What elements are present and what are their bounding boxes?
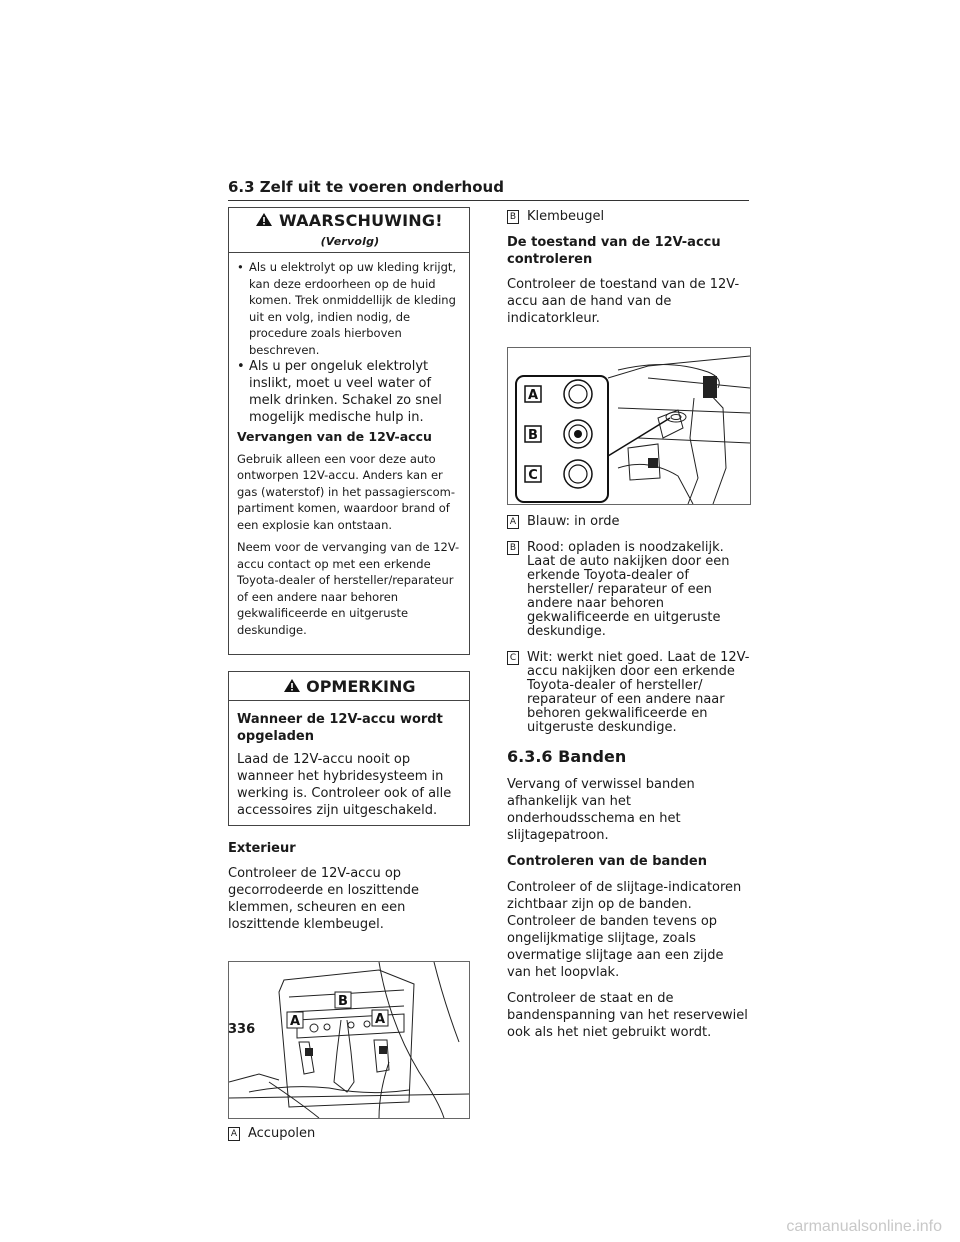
warning-icon [255, 211, 279, 230]
legend-key: A [228, 1127, 240, 1141]
indicator-legend-item [507, 651, 751, 735]
legend-text: Wit: werkt niet goed. Laat de 12V-accu nakijken door een erkende Toyota-dealer of hersteller/ reparateur of een andere naar behoren gekwalificeerde en uitgeruste deskundige. [527, 650, 750, 735]
tires-subheading: Controleren van de banden [507, 854, 707, 869]
figure-callout: A [374, 1012, 386, 1027]
indicator-illustration [508, 348, 750, 504]
indicator-label: C [528, 468, 538, 483]
notice-icon [283, 677, 307, 696]
figure-callout: B [338, 994, 348, 1009]
tires-text: Controleer of de slijtage-indicatoren zichtbaar zijn op de banden. Controleer de banden tevens op ongelijkmatige slijtage, zoals overmatige slijtage aan een zijde van het loopvlak. [507, 880, 742, 980]
warning-header [229, 208, 469, 253]
figure-callout: A [289, 1014, 301, 1029]
legend-key: A [507, 515, 519, 529]
legend-item [228, 1127, 470, 1141]
page-number: 336 [228, 1022, 256, 1037]
exterior-text: Controleer de 12V-accu op gecorrodeerde en loszittende klemmen, scheuren en een loszittende klembeugel. [228, 866, 420, 932]
legend-text: Blauw: in orde [527, 514, 620, 529]
legend-text: Klembeugel [527, 209, 605, 224]
warning-subheading: Vervangen van de 12V-accu [237, 429, 432, 444]
indicator-figure [507, 347, 751, 505]
warning-bullet: • Als u per ongeluk elektrolyt inslikt, moet u veel water of melk drinken. Schakel zo snel mogelijk medische hulp in. [237, 359, 442, 425]
notice-box [228, 671, 470, 826]
warning-paragraph: Neem voor de vervanging van de 12V-accu contact op met een erkende Toyota-dealer of hersteller/reparateur of een andere naar behoren gekwalificeerde en uitgeruste deskundige. [237, 540, 460, 637]
indicator-label: B [528, 428, 538, 443]
figure-callout-labels [287, 992, 388, 1029]
indicator-legend-item [507, 515, 751, 529]
battery-illustration [229, 962, 469, 1118]
warning-bullet: • Als u elektrolyt op uw kleding krijgt, kan deze erdoorheen op de huid komen. Trek onmiddellijk de kleding uit en volg, indien nodig, de procedure zoals hierboven beschreven. [237, 260, 457, 357]
indicator-label: A [527, 388, 539, 403]
watermark: carmanualsonline.info [786, 1218, 942, 1235]
left-column [228, 207, 470, 1141]
legend-item [507, 210, 751, 224]
condition-text: Controleer de toestand van de 12V-accu aan de hand van de indicatorkleur. [507, 277, 740, 326]
warning-box [228, 207, 470, 655]
indicator-labels [525, 386, 541, 483]
condition-heading: De toestand van de 12V-accu controleren [507, 235, 721, 267]
tires-intro: Vervang of verwissel banden afhankelijk van het onderhoudsschema en het slijtagepatroon. [507, 777, 695, 843]
warning-paragraph: Gebruik alleen een voor deze auto ontworpen 12V-accu. Anders kan er gas (waterstof) in het passagierscom-partiment komen, waardoor brand of een explosie kan ontstaan. [237, 451, 456, 532]
right-column [507, 207, 751, 1041]
indicator-legend-item [507, 541, 751, 639]
legend-key: B [507, 210, 519, 224]
legend-text: Rood: opladen is noodzakelijk. Laat de auto nakijken door een erkende Toyota-dealer of hersteller/ reparateur of een andere naar behoren gekwalificeerde en uitgeruste deskundige. [527, 540, 730, 639]
notice-header [229, 672, 469, 701]
notice-title: OPMERKING [306, 677, 416, 696]
exterior-heading: Exterieur [228, 841, 296, 856]
legend-key: B [507, 541, 519, 555]
tires-heading: 6.3.6 Banden [507, 747, 627, 766]
battery-figure [228, 961, 470, 1119]
warning-subtitle: (Vervolg) [320, 235, 380, 248]
legend-text: Accupolen [248, 1126, 316, 1141]
tires-text: Controleer de staat en de bandenspanning van het reservewiel ook als het niet gebruikt wordt. [507, 991, 748, 1040]
section-title: 6.3 Zelf uit te voeren onderhoud [228, 178, 749, 201]
warning-title: WAARSCHUWING! [279, 211, 443, 230]
notice-text: Laad de 12V-accu nooit op wanneer het hybridesysteem in werking is. Controleer ook of alle accessoires zijn uitgeschakeld. [237, 752, 452, 818]
notice-heading: Wanneer de 12V-accu wordt opgeladen [237, 712, 443, 744]
legend-key: C [507, 651, 519, 665]
